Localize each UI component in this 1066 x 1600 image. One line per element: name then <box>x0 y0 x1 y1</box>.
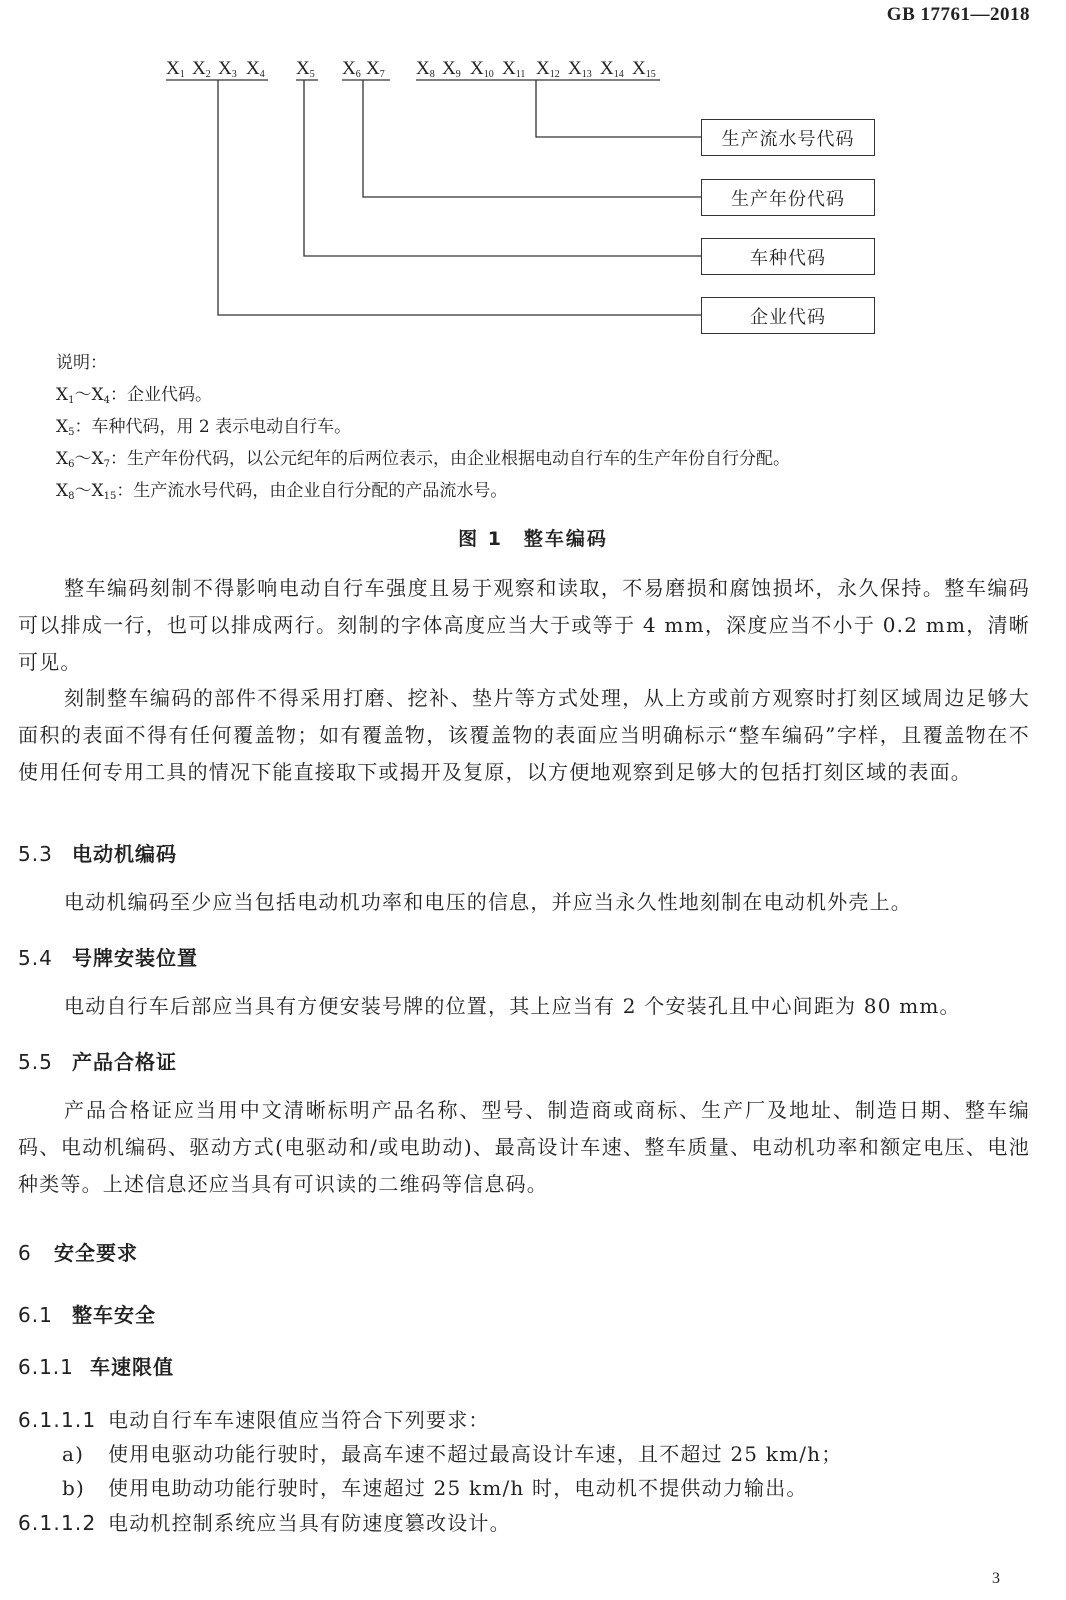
note-2: $X_5$：车种代码，用 2 表示电动自行车。 <box>56 417 352 438</box>
code-char-x9: $X_9$ <box>442 58 461 80</box>
clause-6-1-1-2: 6.1.1.2 电动机控制系统应当具有防速度篡改设计。 <box>18 1511 511 1535</box>
code-char-x11: $X_{11}$ <box>502 58 526 80</box>
paragraph-motor-code: 电动机编码至少应当包括电动机功率和电压的信息，并应当永久性地刻制在电动机外壳上。 <box>64 890 912 914</box>
section-6: 6 安全要求 <box>18 1241 138 1265</box>
section-5-3: 5.3 电动机编码 <box>18 842 177 866</box>
paragraph-engraving-parts: 刻制整车编码的部件不得采用打磨、挖补、垫片等方式处理，从上方或前方观察时打刻区域周边足够大面积的表面不得有任何覆盖物；如有覆盖物，该覆盖物的表面应当明确标示“整车编码”字样，且覆盖物在不使用任何专用工具的情况下能直接取下或揭开及复原，以方便地观察到足够大的包括打刻区域的表面。 <box>18 686 1030 784</box>
box-vehicle-type-code: 车种代码 <box>701 238 875 275</box>
code-char-x13: $X_{13}$ <box>568 58 592 80</box>
code-char-x12: $X_{12}$ <box>536 58 560 80</box>
box-enterprise-code: 企业代码 <box>701 297 875 334</box>
section-6-1: 6.1 整车安全 <box>18 1303 156 1327</box>
section-5-5: 5.5 产品合格证 <box>18 1050 177 1074</box>
code-char-x1: $X_1$ <box>166 58 185 80</box>
note-1: $X_1\sim X_4$：企业代码。 <box>56 385 212 406</box>
list-item-b: b) 使用电助动功能行驶时，车速超过 25 km/h 时，电动机不提供动力输出。 <box>62 1476 808 1500</box>
clause-6-1-1-1: 6.1.1.1 电动自行车车速限值应当符合下列要求： <box>18 1408 490 1432</box>
connector-serial <box>536 80 702 137</box>
box-serial-code: 生产流水号代码 <box>701 119 875 156</box>
connector-year <box>363 80 702 197</box>
standard-number: GB 17761—2018 <box>886 4 1030 25</box>
code-char-x10: $X_{10}$ <box>470 58 494 80</box>
section-5-4: 5.4 号牌安装位置 <box>18 946 198 970</box>
notes-title: 说明： <box>56 353 107 373</box>
figure-caption: 图 1 整车编码 <box>458 528 608 550</box>
code-char-x7: $X_7$ <box>366 58 385 80</box>
paragraph-engraving: 整车编码刻制不得影响电动自行车强度且易于观察和读取，不易磨损和腐蚀损坏，永久保持。整车编码可以排成一行，也可以排成两行。刻制的字体高度应当大于或等于 4 mm，深度应当不小于 0.2 mm，清晰可见。 <box>18 576 1030 674</box>
page-number: 3 <box>992 1570 1000 1587</box>
code-char-x6: $X_6$ <box>342 58 361 80</box>
note-4: $X_8\sim X_{15}$：生产流水号代码，由企业自行分配的产品流水号。 <box>56 481 508 502</box>
paragraph-certificate: 产品合格证应当用中文清晰标明产品名称、型号、制造商或商标、生产厂及地址、制造日期、整车编码、电动机编码、驱动方式(电驱动和/或电助动)、最高设计车速、整车质量、电动机功率和额定电压、电池种类等。上述信息还应当具有可识读的二维码等信息码。 <box>18 1098 1030 1196</box>
note-3: $X_6\sim X_7$：生产年份代码，以公元纪年的后两位表示，由企业根据电动自行车的生产年份自行分配。 <box>56 449 790 470</box>
section-6-1-1: 6.1.1 车速限值 <box>18 1355 174 1379</box>
code-char-x14: $X_{14}$ <box>600 58 624 80</box>
code-char-x3: $X_3$ <box>218 58 237 80</box>
connector-vehicle-type <box>304 80 702 256</box>
code-char-x5: $X_5$ <box>296 58 315 80</box>
code-char-x15: $X_{15}$ <box>632 58 656 80</box>
code-char-x2: $X_2$ <box>192 58 211 80</box>
paragraph-plate-position: 电动自行车后部应当具有方便安装号牌的位置，其上应当有 2 个安装孔且中心间距为 80 mm。 <box>64 994 961 1018</box>
figure-connector-lines <box>0 0 1066 340</box>
box-year-code: 生产年份代码 <box>701 179 875 216</box>
code-char-x8: $X_8$ <box>416 58 435 80</box>
list-item-a: a) 使用电驱动功能行驶时，最高车速不超过最高设计车速，且不超过 25 km/h； <box>62 1442 843 1466</box>
code-char-x4: $X_4$ <box>246 58 265 80</box>
